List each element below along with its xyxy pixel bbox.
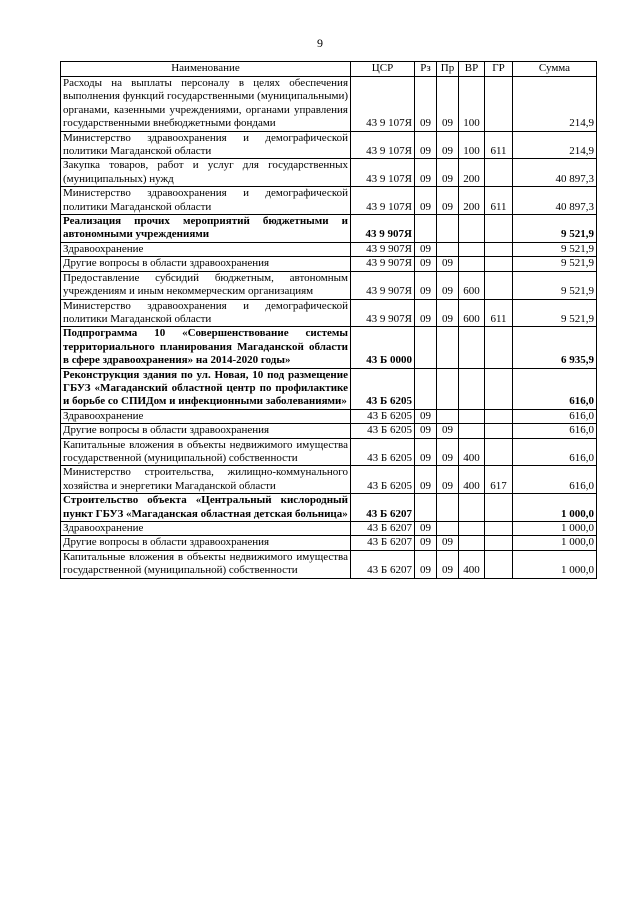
cell-csr: 43 Б 6205 <box>351 368 415 409</box>
cell-vr <box>459 536 485 550</box>
cell-pr: 09 <box>437 271 459 299</box>
cell-pr: 09 <box>437 257 459 271</box>
cell-gr: 611 <box>485 299 513 327</box>
table-row <box>61 257 597 271</box>
cell-csr: 43 9 107Я <box>351 159 415 187</box>
cell-vr <box>459 409 485 423</box>
cell-sum: 616,0 <box>513 409 597 423</box>
cell-sum: 616,0 <box>513 424 597 438</box>
cell-csr: 43 9 907Я <box>351 299 415 327</box>
cell-pr <box>437 215 459 243</box>
cell-gr <box>485 536 513 550</box>
cell-sum: 1 000,0 <box>513 522 597 536</box>
cell-csr: 43 Б 6205 <box>351 424 415 438</box>
cell-sum: 9 521,9 <box>513 299 597 327</box>
cell-sum: 9 521,9 <box>513 242 597 256</box>
cell-vr <box>459 494 485 522</box>
cell-sum: 9 521,9 <box>513 271 597 299</box>
cell-sum: 1 000,0 <box>513 550 597 578</box>
cell-gr: 611 <box>485 187 513 215</box>
cell-pr: 09 <box>437 77 459 132</box>
cell-pr: 09 <box>437 466 459 494</box>
cell-rz: 09 <box>415 242 437 256</box>
cell-name: Министерство строительства, жилищно-коммунального хозяйства и энергетики Магаданской области <box>61 466 351 494</box>
cell-rz: 09 <box>415 438 437 466</box>
cell-vr: 400 <box>459 550 485 578</box>
cell-vr: 100 <box>459 131 485 159</box>
cell-vr: 200 <box>459 187 485 215</box>
cell-name: Реализация прочих мероприятий бюджетными и автономными учреждениями <box>61 215 351 243</box>
cell-rz: 09 <box>415 536 437 550</box>
cell-gr <box>485 159 513 187</box>
cell-vr <box>459 424 485 438</box>
cell-csr: 43 9 907Я <box>351 242 415 256</box>
table-row <box>61 368 597 409</box>
cell-sum: 214,9 <box>513 131 597 159</box>
cell-vr <box>459 368 485 409</box>
cell-name: Строительство объекта «Центральный кислородный пункт ГБУЗ «Магаданская областная детская больница» <box>61 494 351 522</box>
cell-gr <box>485 368 513 409</box>
cell-csr: 43 9 907Я <box>351 215 415 243</box>
cell-rz: 09 <box>415 131 437 159</box>
table-row <box>61 550 597 578</box>
table-row <box>61 271 597 299</box>
cell-pr <box>437 522 459 536</box>
cell-gr <box>485 257 513 271</box>
header-pr: Пр <box>437 62 459 77</box>
cell-name: Закупка товаров, работ и услуг для государственных (муниципальных) нужд <box>61 159 351 187</box>
cell-rz: 09 <box>415 77 437 132</box>
cell-gr <box>485 77 513 132</box>
cell-pr: 09 <box>437 424 459 438</box>
budget-table <box>60 61 597 579</box>
table-row <box>61 187 597 215</box>
cell-vr: 600 <box>459 271 485 299</box>
header-sum: Сумма <box>513 62 597 77</box>
cell-gr <box>485 215 513 243</box>
table-row <box>61 409 597 423</box>
cell-pr: 09 <box>437 550 459 578</box>
cell-rz: 09 <box>415 159 437 187</box>
header-name: Наименование <box>61 62 351 77</box>
table-row <box>61 327 597 368</box>
cell-sum: 616,0 <box>513 438 597 466</box>
cell-rz: 09 <box>415 466 437 494</box>
cell-vr: 100 <box>459 77 485 132</box>
cell-rz: 09 <box>415 550 437 578</box>
header-vr: ВР <box>459 62 485 77</box>
cell-csr: 43 Б 6207 <box>351 550 415 578</box>
cell-vr <box>459 215 485 243</box>
cell-sum: 9 521,9 <box>513 215 597 243</box>
cell-name: Министерство здравоохранения и демографической политики Магаданской области <box>61 187 351 215</box>
table-row <box>61 494 597 522</box>
cell-csr: 43 9 907Я <box>351 271 415 299</box>
cell-pr: 09 <box>437 536 459 550</box>
cell-vr: 600 <box>459 299 485 327</box>
cell-csr: 43 Б 6205 <box>351 466 415 494</box>
cell-sum: 40 897,3 <box>513 187 597 215</box>
table-header <box>61 62 597 77</box>
cell-name: Другие вопросы в области здравоохранения <box>61 257 351 271</box>
cell-pr <box>437 409 459 423</box>
cell-pr <box>437 327 459 368</box>
cell-name: Здравоохранение <box>61 242 351 256</box>
cell-csr: 43 Б 6207 <box>351 536 415 550</box>
cell-rz: 09 <box>415 257 437 271</box>
cell-rz: 09 <box>415 187 437 215</box>
cell-name: Другие вопросы в области здравоохранения <box>61 424 351 438</box>
cell-pr: 09 <box>437 131 459 159</box>
page-number: 9 <box>317 36 323 50</box>
cell-name: Министерство здравоохранения и демографической политики Магаданской области <box>61 131 351 159</box>
cell-vr <box>459 242 485 256</box>
header-rz: Рз <box>415 62 437 77</box>
cell-name: Другие вопросы в области здравоохранения <box>61 536 351 550</box>
cell-csr: 43 9 107Я <box>351 131 415 159</box>
cell-rz: 09 <box>415 299 437 327</box>
cell-name: Капитальные вложения в объекты недвижимого имущества государственной (муниципальной) собственности <box>61 438 351 466</box>
cell-gr <box>485 494 513 522</box>
cell-vr <box>459 327 485 368</box>
cell-sum: 214,9 <box>513 77 597 132</box>
cell-rz <box>415 215 437 243</box>
cell-gr <box>485 522 513 536</box>
cell-gr <box>485 242 513 256</box>
cell-name: Здравоохранение <box>61 522 351 536</box>
header-row <box>61 62 597 77</box>
cell-sum: 616,0 <box>513 368 597 409</box>
cell-csr: 43 Б 6205 <box>351 409 415 423</box>
cell-name: Здравоохранение <box>61 409 351 423</box>
cell-gr: 611 <box>485 131 513 159</box>
cell-csr: 43 Б 6207 <box>351 494 415 522</box>
table-row <box>61 466 597 494</box>
cell-pr: 09 <box>437 187 459 215</box>
cell-vr: 200 <box>459 159 485 187</box>
cell-rz <box>415 494 437 522</box>
cell-name: Расходы на выплаты персоналу в целях обеспечения выполнения функций государственными (муниципальными) органами, казенными учреждениями, органами управления государственными внебюджетными фондами <box>61 77 351 132</box>
cell-pr <box>437 368 459 409</box>
cell-gr <box>485 424 513 438</box>
table-row <box>61 215 597 243</box>
cell-sum: 616,0 <box>513 466 597 494</box>
cell-name: Реконструкция здания по ул. Новая, 10 под размещение ГБУЗ «Магаданский областной центр по профилактике и борьбе со СПИДом и инфекционными заболеваниями» <box>61 368 351 409</box>
table-row <box>61 536 597 550</box>
cell-rz: 09 <box>415 424 437 438</box>
cell-rz <box>415 327 437 368</box>
table-row <box>61 299 597 327</box>
cell-sum: 1 000,0 <box>513 536 597 550</box>
cell-sum: 40 897,3 <box>513 159 597 187</box>
cell-vr <box>459 257 485 271</box>
cell-vr: 400 <box>459 466 485 494</box>
cell-gr <box>485 271 513 299</box>
cell-name: Подпрограмма 10 «Совершенствование системы территориального планирования Магаданской области в сфере здравоохранения» на 2014-2020 годы» <box>61 327 351 368</box>
table-row <box>61 131 597 159</box>
cell-vr <box>459 522 485 536</box>
table-row <box>61 242 597 256</box>
table-row <box>61 424 597 438</box>
cell-csr: 43 Б 0000 <box>351 327 415 368</box>
cell-gr <box>485 409 513 423</box>
cell-gr <box>485 438 513 466</box>
cell-pr <box>437 494 459 522</box>
cell-name: Министерство здравоохранения и демографической политики Магаданской области <box>61 299 351 327</box>
cell-csr: 43 Б 6207 <box>351 522 415 536</box>
cell-vr: 400 <box>459 438 485 466</box>
header-gr: ГР <box>485 62 513 77</box>
cell-sum: 9 521,9 <box>513 257 597 271</box>
table-row <box>61 159 597 187</box>
cell-csr: 43 Б 6205 <box>351 438 415 466</box>
header-csr: ЦСР <box>351 62 415 77</box>
cell-csr: 43 9 907Я <box>351 257 415 271</box>
cell-gr <box>485 550 513 578</box>
cell-pr: 09 <box>437 438 459 466</box>
cell-gr <box>485 327 513 368</box>
cell-rz: 09 <box>415 522 437 536</box>
table-row <box>61 438 597 466</box>
cell-pr: 09 <box>437 159 459 187</box>
cell-csr: 43 9 107Я <box>351 77 415 132</box>
cell-rz: 09 <box>415 409 437 423</box>
cell-gr: 617 <box>485 466 513 494</box>
table-row <box>61 522 597 536</box>
cell-rz: 09 <box>415 271 437 299</box>
cell-sum: 6 935,9 <box>513 327 597 368</box>
cell-pr: 09 <box>437 299 459 327</box>
cell-name: Капитальные вложения в объекты недвижимого имущества государственной (муниципальной) собственности <box>61 550 351 578</box>
cell-rz <box>415 368 437 409</box>
cell-pr <box>437 242 459 256</box>
table-row <box>61 77 597 132</box>
cell-name: Предоставление субсидий бюджетным, автономным учреждениям и иным некоммерческим организациям <box>61 271 351 299</box>
cell-csr: 43 9 107Я <box>351 187 415 215</box>
cell-sum: 1 000,0 <box>513 494 597 522</box>
table-body <box>61 77 597 579</box>
